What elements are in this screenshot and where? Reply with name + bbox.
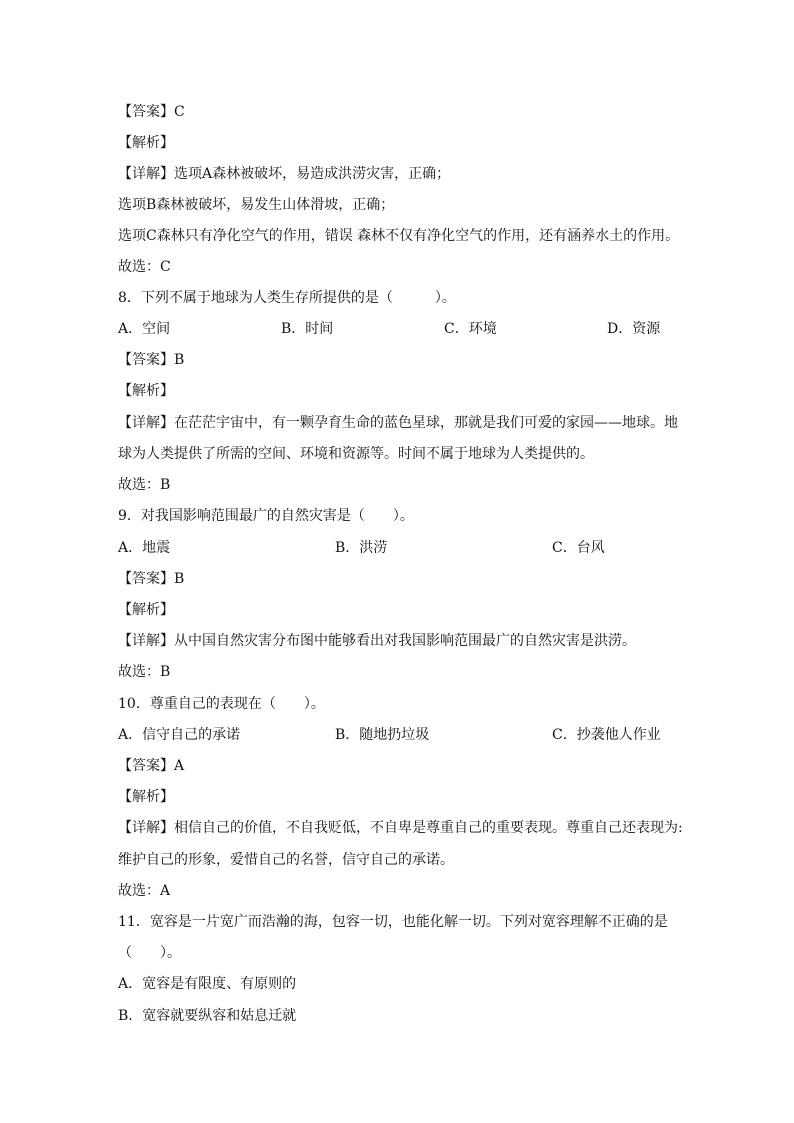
q9-conclusion: 故选：B: [118, 664, 171, 680]
q8-detail-line: 【详解】在茫茫宇宙中，有一颗孕育生命的蓝色星球，那就是我们可爱的家园——地球。地: [118, 415, 678, 431]
q9-option-b: B．洪涝: [335, 540, 388, 556]
q10-option-a: A．信守自己的承诺: [118, 727, 241, 743]
q10-option-c: C．抄袭他人作业: [552, 727, 661, 743]
q8-option-b: B．时间: [281, 321, 334, 337]
q11-stem: 11．宽容是一片宽广而浩瀚的海，包容一切，也能化解一切。下列对宽容理解不正确的是: [118, 914, 668, 930]
q9-option-a: A．地震: [118, 540, 171, 556]
q10-conclusion: 故选：A: [118, 883, 171, 899]
q8-option-a: A．空间: [118, 321, 171, 337]
q7-detail-line: 选项C森林只有净化空气的作用，错误 森林不仅有净化空气的作用，还有涵养水土的作用。: [118, 228, 680, 244]
q8-option-d: D．资源: [607, 321, 661, 337]
q9-stem: 9．对我国影响范围最广的自然灾害是（ ）。: [118, 508, 414, 524]
q7-conclusion: 故选：C: [118, 259, 171, 275]
q11-option-b: B．宽容就要纵容和姑息迁就: [118, 1008, 297, 1024]
q8-option-c: C．环境: [444, 321, 497, 337]
q11-stem-continued: （ ）。: [118, 945, 181, 961]
q9-answer: 【答案】B: [118, 571, 185, 587]
q7-detail-line: 【详解】选项A森林被破坏，易造成洪涝灾害，正确；: [118, 166, 451, 182]
q10-stem: 10．尊重自己的表现在（ ）。: [118, 696, 325, 712]
q9-analysis-heading: 【解析】: [118, 602, 174, 618]
q7-detail-line: 选项B森林被破坏，易发生山体滑坡，正确；: [118, 197, 395, 213]
q9-detail-line: 【详解】从中国自然灾害分布图中能够看出对我国影响范围最广的自然灾害是洪涝。: [118, 633, 636, 649]
q7-analysis-heading: 【解析】: [118, 135, 174, 151]
q8-stem: 8．下列不属于地球为人类生存所提供的是（ ）。: [118, 290, 456, 306]
q10-answer: 【答案】A: [118, 758, 185, 774]
q8-detail-line: 球为人类提供了所需的空间、环境和资源等。时间不属于地球为人类提供的。: [118, 446, 594, 462]
q10-analysis-heading: 【解析】: [118, 789, 174, 805]
q9-option-c: C．台风: [552, 540, 605, 556]
q10-option-b: B．随地扔垃圾: [335, 727, 430, 743]
q11-option-a: A．宽容是有限度、有原则的: [118, 976, 297, 992]
q10-detail-line: 【详解】相信自己的价值，不自我贬低，不自卑是尊重自己的重要表现。尊重自己还表现为:: [118, 820, 683, 836]
q8-conclusion: 故选：B: [118, 477, 171, 493]
q8-answer: 【答案】B: [118, 352, 185, 368]
q8-analysis-heading: 【解析】: [118, 383, 174, 399]
q10-detail-line: 维护自己的形象，爱惜自己的名誉，信守自己的承诺。: [118, 852, 454, 868]
q7-answer: 【答案】C: [118, 104, 185, 120]
